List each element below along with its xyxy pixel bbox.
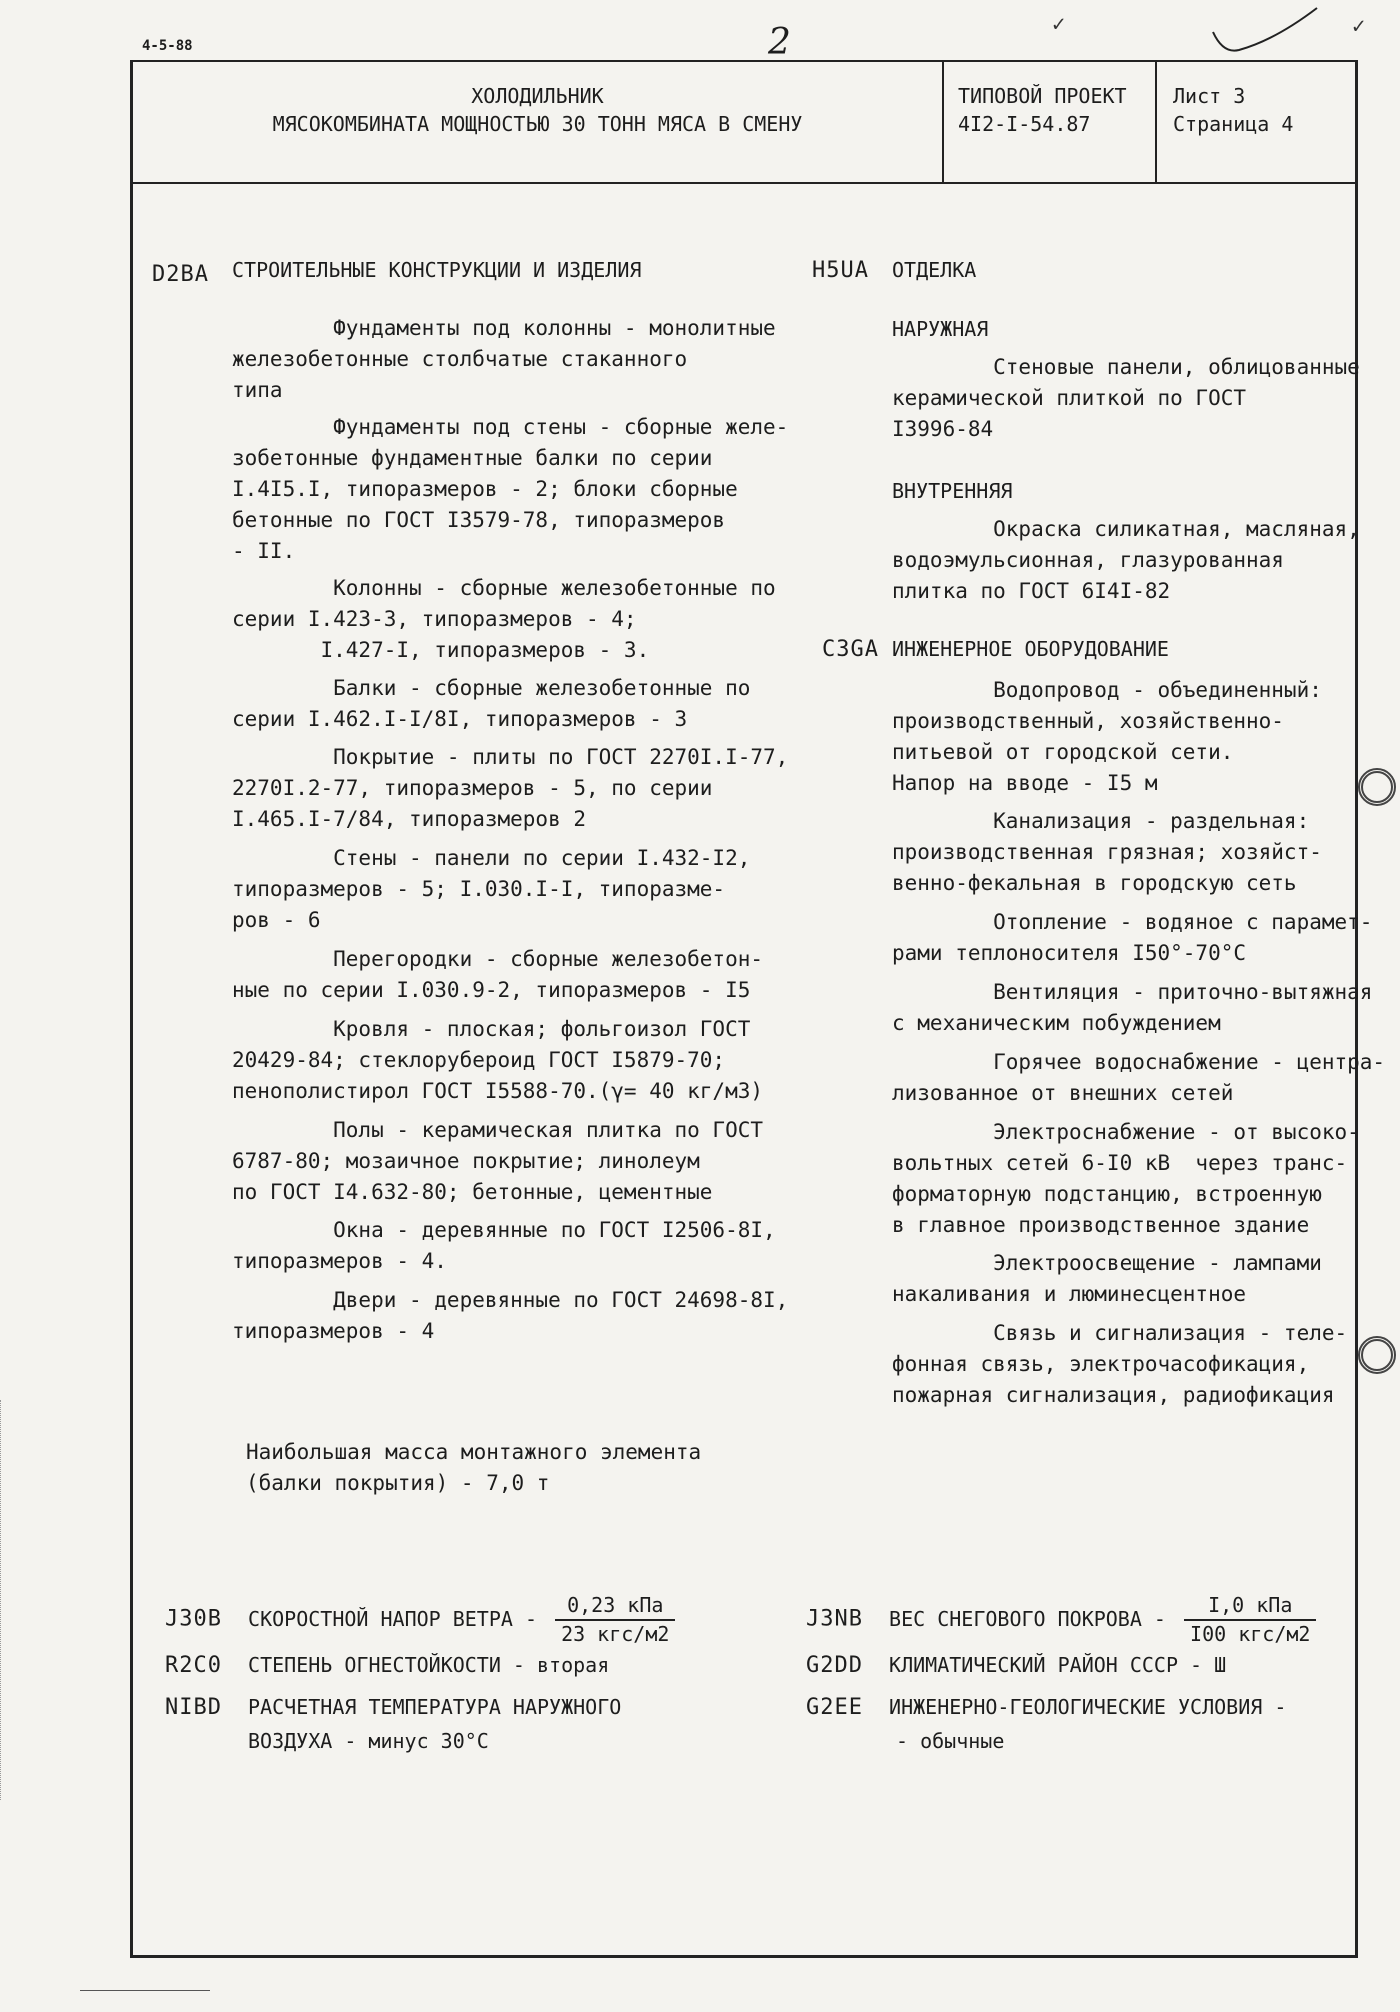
engineering-paragraph: Канализация - раздельная: производственная грязная; хозяйст- венно-фекальная в городскую сеть	[892, 809, 1322, 895]
header-column-divider	[942, 60, 944, 182]
title-line: МЯСОКОМБИНАТА МОЩНОСТЬЮ 30 ТОНН МЯСА В СМЕНУ	[272, 112, 803, 136]
page-number: Страница 4	[1173, 112, 1294, 136]
section-heading: ОТДЕЛКА	[892, 258, 977, 282]
parameter-label: СТЕПЕНЬ ОГНЕСТОЙКОСТИ - вторая	[248, 1653, 610, 1677]
parameter-label: РАСЧЕТНАЯ ТЕМПЕРАТУРА НАРУЖНОГО	[248, 1695, 622, 1719]
scan-mark	[80, 1990, 210, 1991]
parameter-row	[806, 1650, 1226, 1681]
fraction-numerator: 0,23 кПа	[555, 1592, 675, 1621]
engineering-paragraph: Отопление - водяное с парамет- рами теплоносителя I50°-70°С	[892, 910, 1373, 965]
construction-paragraph: Покрытие - плиты по ГОСТ 2270I.I-77, 2270I.2-77, типоразмеров - 5, по серии I.465.I-7/84, типоразмеров 2	[232, 745, 789, 831]
construction-paragraph: Кровля - плоская; фольгоизол ГОСТ 20429-84; стеклорубероид ГОСТ I5879-70; пенополистирол ГОСТ I5588-70.(γ= 40 кг/м3)	[232, 1017, 764, 1103]
construction-paragraph: Окна - деревянные по ГОСТ I2506-8I, типоразмеров - 4.	[232, 1218, 776, 1273]
sheet-number: Лист 3	[1173, 84, 1246, 108]
binder-hole-icon	[1358, 1336, 1396, 1374]
sheet-block	[1173, 82, 1293, 138]
parameter-label: СКОРОСТНОЙ НАПОР ВЕТРА -	[248, 1606, 538, 1631]
section-code: H5UA	[812, 258, 869, 283]
parameter-row	[165, 1692, 621, 1723]
section-heading: СТРОИТЕЛЬНЫЕ КОНСТРУКЦИИ И ИЗДЕЛИЯ	[232, 258, 642, 282]
construction-paragraph: Фундаменты под колонны - монолитные железобетонные столбчатые стаканного типа	[232, 316, 776, 402]
scan-edge	[0, 1400, 13, 1800]
parameter-fraction	[555, 1592, 675, 1648]
max-mass-note: Наибольшая масса монтажного элемента (балки покрытия) - 7,0 т	[246, 1440, 702, 1495]
section-code: D2BA	[152, 262, 209, 287]
construction-paragraph: Балки - сборные железобетонные по серии I.462.I-I/8I, типоразмеров - 3	[232, 676, 751, 731]
check-mark-icon: ✓	[1052, 12, 1066, 37]
construction-paragraph: Двери - деревянные по ГОСТ 24698-8I, типоразмеров - 4	[232, 1288, 789, 1343]
parameter-code: J3NB	[806, 1606, 863, 1632]
engineering-paragraph: Горячее водоснабжение - центра- лизованное от внешних сетей	[892, 1050, 1386, 1105]
engineering-paragraph: Водопровод - объединенный: производственный, хозяйственно- питьевой от городской сети. Напор на вводе - I5 м	[892, 678, 1322, 795]
engineering-paragraph: Связь и сигнализация - теле- фонная связь, электрочасофикация, пожарная сигнализация, радиофикация	[892, 1321, 1348, 1407]
construction-paragraph: Перегородки - сборные железобетон- ные по серии I.030.9-2, типоразмеров - I5	[232, 947, 764, 1002]
project-number: 4I2-I-54.87	[958, 112, 1091, 136]
parameter-label: КЛИМАТИЧЕСКИЙ РАЙОН СССР - Ш	[889, 1653, 1227, 1677]
fraction-denominator: 23 кгс/м2	[561, 1622, 670, 1646]
title-block	[135, 82, 940, 138]
construction-paragraph: Фундаменты под стены - сборные желе- зобетонные фундаментные балки по серии I.4I5.I, типоразмеров - 2; блоки сборные бетонные по ГОСТ I3579-78, типоразмеров - II.	[232, 415, 789, 563]
fraction-denominator: I00 кгс/м2	[1190, 1622, 1311, 1646]
parameter-row	[806, 1592, 1316, 1648]
subsection-label: НАРУЖНАЯ	[892, 317, 989, 341]
parameter-label: ИНЖЕНЕРНО-ГЕОЛОГИЧЕСКИЕ УСЛОВИЯ -	[889, 1695, 1287, 1719]
parameter-code: G2DD	[806, 1653, 863, 1678]
fraction-numerator: I,0 кПа	[1184, 1592, 1316, 1621]
document-mark: 4-5-88	[142, 38, 193, 54]
engineering-paragraph: Электроосвещение - лампами накаливания и люминесцентное	[892, 1251, 1322, 1306]
section-code: C3GA	[822, 637, 879, 662]
parameter-row	[806, 1692, 1286, 1723]
parameter-label-continued: - обычные	[896, 1729, 1005, 1753]
finishing-paragraph: Стеновые панели, облицованные керамической плиткой по ГОСТ I3996-84	[892, 355, 1360, 441]
parameter-row	[165, 1650, 609, 1681]
construction-paragraph: Колонны - сборные железобетонные по серии I.423-3, типоразмеров - 4; I.427-I, типоразмеров - 3.	[232, 576, 776, 662]
header-column-divider	[1155, 60, 1157, 182]
parameter-code: R2C0	[165, 1653, 222, 1678]
parameter-code: G2EE	[806, 1695, 863, 1720]
check-mark-icon: ✓	[1352, 14, 1366, 39]
engineering-paragraph: Вентиляция - приточно-вытяжная с механическим побуждением	[892, 980, 1373, 1035]
parameter-label-continued: ВОЗДУХА - минус 30°С	[248, 1729, 489, 1753]
handwritten-number: 2	[768, 22, 791, 63]
binder-hole-icon	[1358, 768, 1396, 806]
section-heading: ИНЖЕНЕРНОЕ ОБОРУДОВАНИЕ	[892, 637, 1169, 661]
header-divider	[130, 182, 1358, 184]
parameter-code: NIBD	[165, 1695, 222, 1720]
project-label: ТИПОВОЙ ПРОЕКТ	[958, 84, 1127, 108]
parameter-label: ВЕС СНЕГОВОГО ПОКРОВА -	[889, 1606, 1166, 1631]
parameter-fraction	[1184, 1592, 1316, 1648]
parameter-row	[165, 1592, 675, 1648]
engineering-paragraph: Электроснабжение - от высоко- вольтных сетей 6-I0 кВ через транс- форматорную подстанцию, встроенную в главное производственное здание	[892, 1120, 1360, 1237]
project-block	[958, 82, 1127, 138]
construction-paragraph: Полы - керамическая плитка по ГОСТ 6787-80; мозаичное покрытие; линолеум по ГОСТ I4.632-80; бетонные, цементные	[232, 1118, 764, 1204]
finishing-paragraph: Окраска силикатная, масляная, водоэмульсионная, глазурованная плитка по ГОСТ 6I4I-82	[892, 517, 1360, 603]
construction-paragraph: Стены - панели по серии I.432-I2, типоразмеров - 5; I.030.I-I, типоразме- ров - 6	[232, 846, 751, 932]
title-line: ХОЛОДИЛЬНИК	[471, 84, 604, 108]
checkmark-scribble-icon	[1205, 2, 1325, 58]
subsection-label: ВНУТРЕННЯЯ	[892, 479, 1013, 503]
parameter-code: J30B	[165, 1606, 222, 1632]
